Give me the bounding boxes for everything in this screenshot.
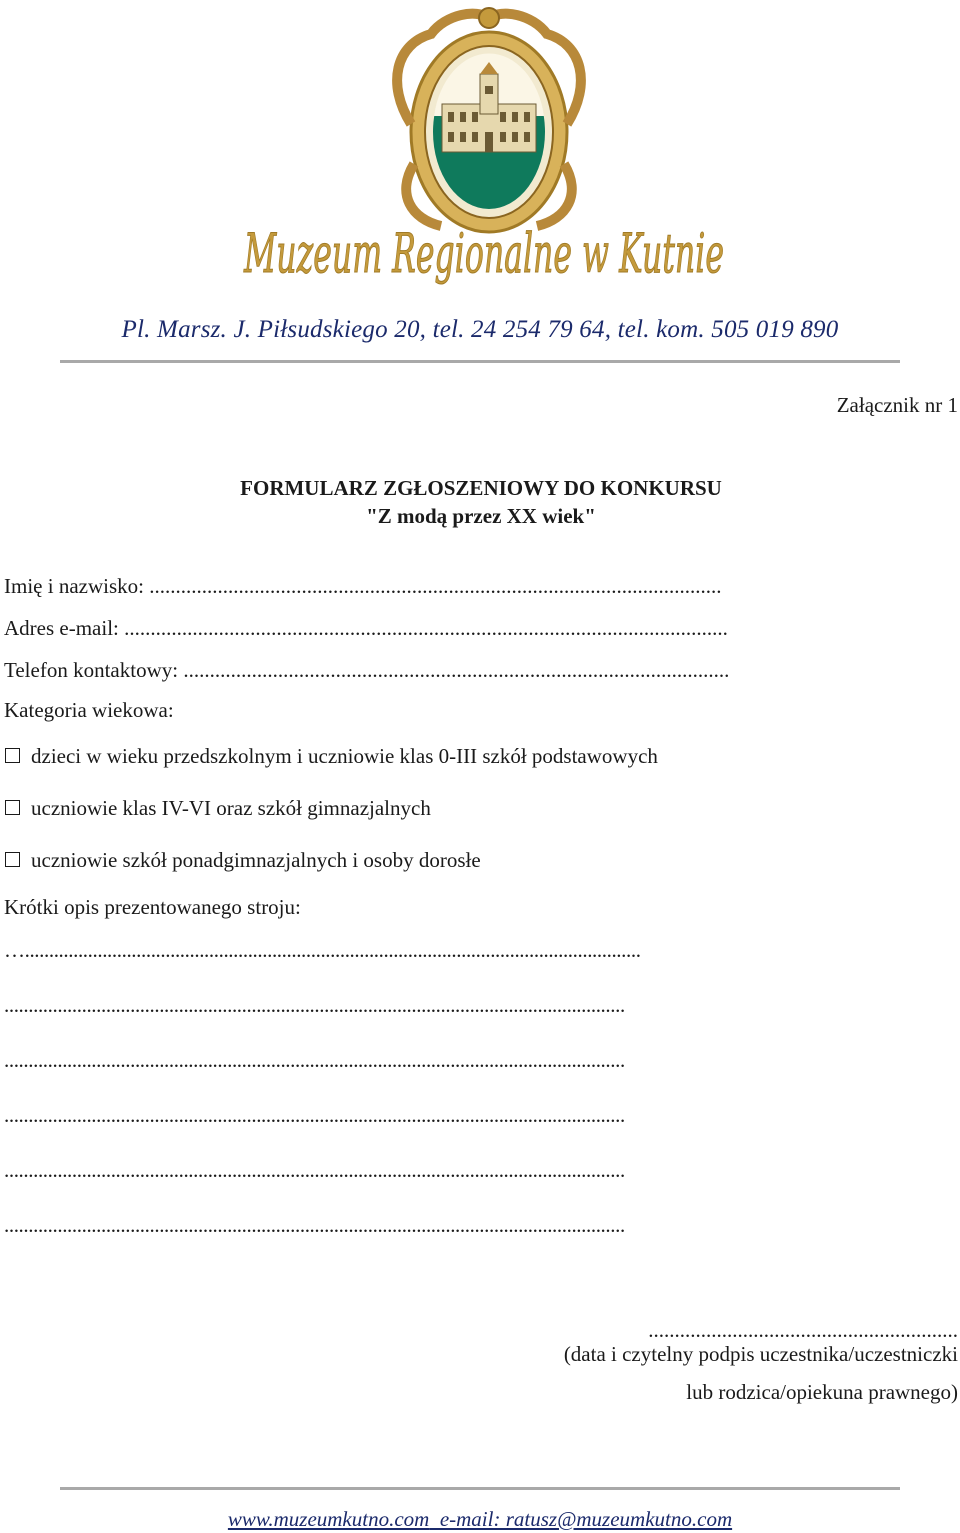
option-label: dzieci w wieku przedszkolnym i uczniowie klas 0-III szkół podstawowych: [31, 744, 658, 768]
option-label: uczniowie szkół ponadgimnazjalnych i osoby dorosłe: [31, 848, 481, 872]
footer-contact: [0, 1507, 960, 1532]
age-option-preschool[interactable]: [4, 744, 658, 769]
signature-line[interactable]: ...........................................................: [648, 1318, 958, 1342]
attachment-label: Załącznik nr 1: [836, 393, 958, 417]
website-link[interactable]: www.muzeumkutno.com: [227, 1507, 430, 1531]
name-field[interactable]: Imię i nazwisko: .............................................................................................................: [4, 574, 722, 598]
description-line[interactable]: ................................................................................................................................: [4, 1158, 625, 1182]
description-line[interactable]: …...............................................................................................................................: [4, 938, 641, 962]
checkbox-icon[interactable]: [5, 748, 20, 763]
email-field[interactable]: Adres e-mail: ...................................................................................................................: [4, 616, 728, 640]
age-option-middle[interactable]: [4, 796, 431, 821]
email-link[interactable]: e-mail: ratusz@muzeumkutno.com: [429, 1507, 733, 1531]
checkbox-icon[interactable]: [5, 852, 20, 867]
form-title: FORMULARZ ZGŁOSZENIOWY DO KONKURSU: [240, 476, 722, 500]
option-label: uczniowie klas IV-VI oraz szkół gimnazjalnych: [31, 796, 431, 820]
signature-caption-guardian: lub rodzica/opiekuna prawnego): [686, 1380, 958, 1404]
museum-logo: [236, 4, 732, 296]
description-line[interactable]: ................................................................................................................................: [4, 1103, 625, 1127]
header-address: Pl. Marsz. J. Piłsudskiego 20, tel. 24 254 79 64, tel. kom. 505 019 890: [121, 316, 839, 343]
phone-field[interactable]: Telefon kontaktowy: ........................................................................................................: [4, 658, 730, 682]
description-label: Krótki opis prezentowanego stroju:: [4, 895, 301, 919]
contest-name: "Z modą przez XX wiek": [366, 504, 596, 528]
checkbox-icon[interactable]: [5, 800, 20, 815]
footer-divider: [60, 1487, 900, 1490]
description-line[interactable]: ................................................................................................................................: [4, 1048, 625, 1072]
description-line[interactable]: ................................................................................................................................: [4, 1213, 625, 1237]
logo-wordmark: Muzeum Regionalne w Kutnie: [243, 222, 724, 285]
signature-caption: (data i czytelny podpis uczestnika/uczestniczki: [563, 1342, 958, 1366]
header-divider: [60, 360, 900, 363]
age-category-label: Kategoria wiekowa:: [4, 698, 174, 722]
age-option-adult[interactable]: [4, 848, 481, 873]
description-line[interactable]: ................................................................................................................................: [4, 993, 625, 1017]
